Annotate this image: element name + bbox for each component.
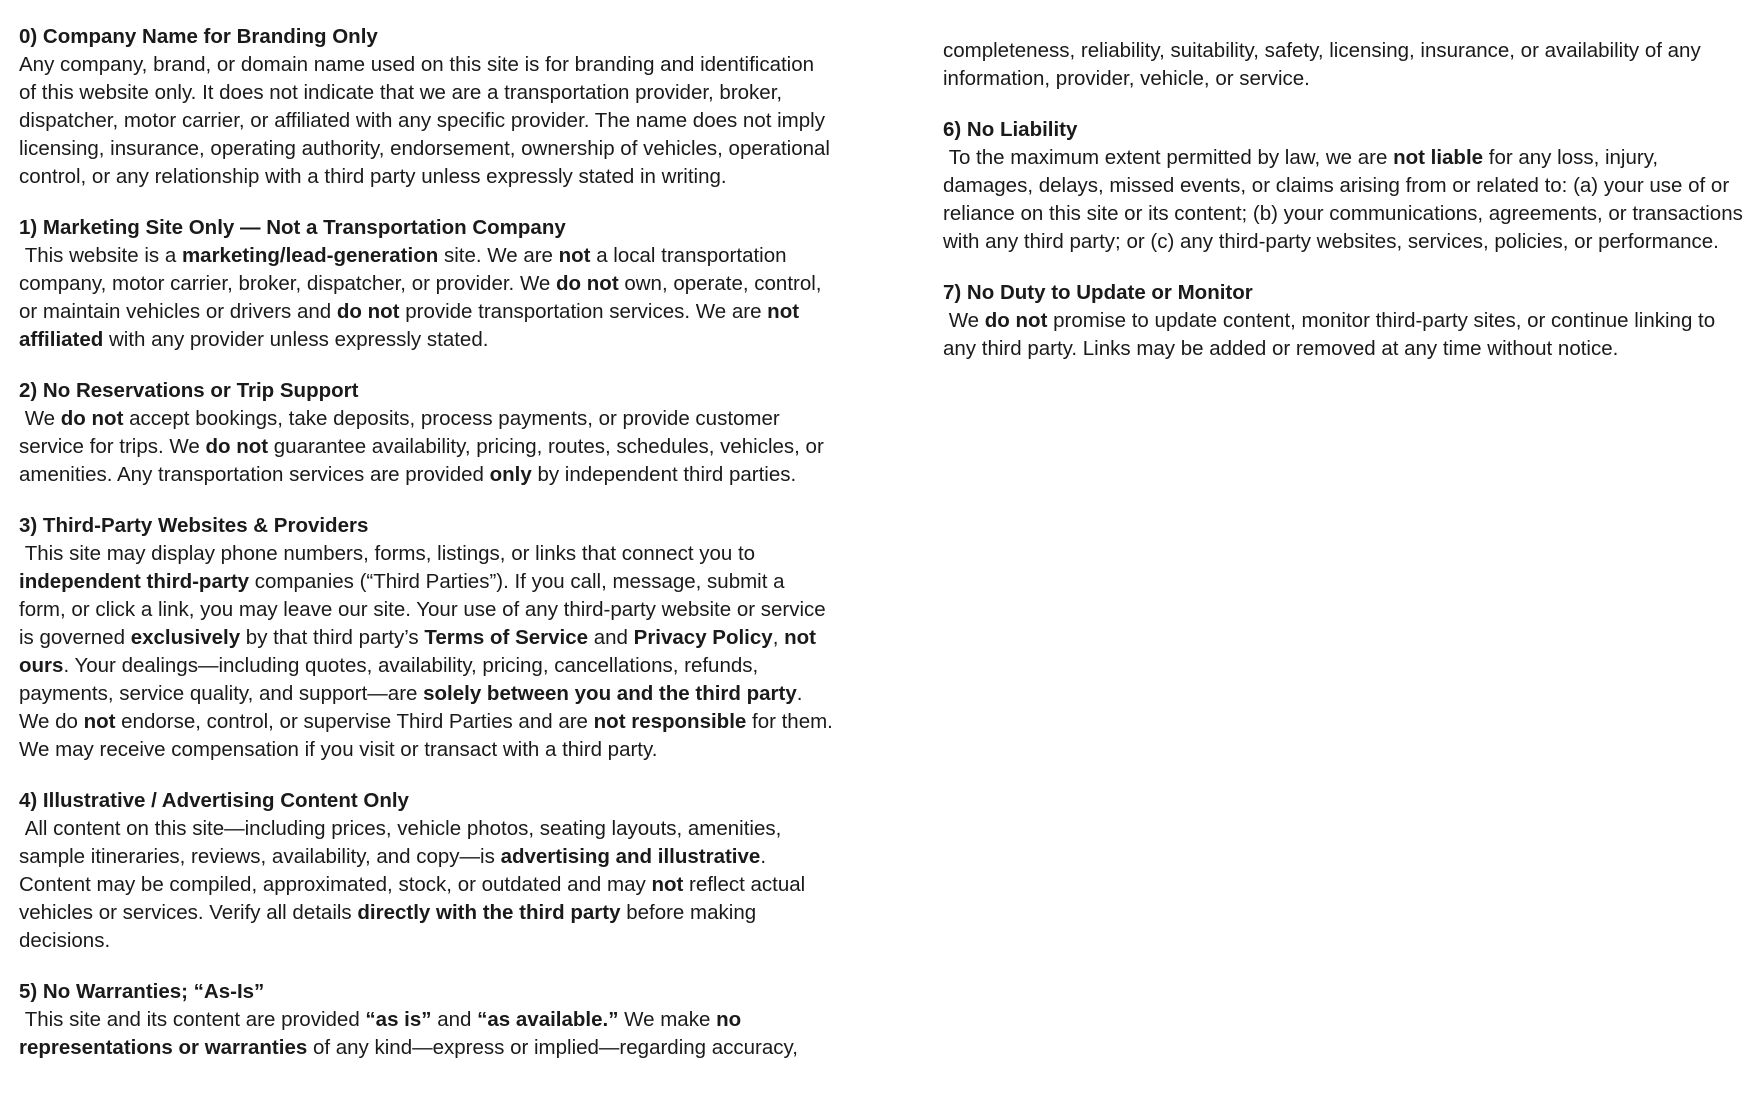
section-heading: 6) No Liability xyxy=(943,118,1078,141)
section-heading: 0) Company Name for Branding Only xyxy=(19,25,378,48)
emphasis-text: exclusively xyxy=(130,626,241,649)
emphasis-text: “as is” xyxy=(365,1008,432,1031)
section-heading: 1) Marketing Site Only — Not a Transportation Company xyxy=(19,216,566,239)
legal-section: 1) Marketing Site Only — Not a Transportation Company This website is a marketing/lead-generation site. We are not a local transportation company, motor carrier, broker, dispatcher, or provider. We do not own, operate, control, or maintain vehicles or drivers and do not provide transportation services. We are not affiliated with any provider unless expressly stated. xyxy=(19,216,828,351)
emphasis-text: only xyxy=(489,463,532,486)
emphasis-text: no representations or warranties xyxy=(19,1008,747,1059)
emphasis-text: not xyxy=(651,873,684,896)
emphasis-text: not liable xyxy=(1393,146,1484,169)
legal-section-continued: completeness, reliability, suitability, safety, licensing, insurance, or availability of any information, provider, vehicle, or service. xyxy=(943,39,1707,90)
text-column-left xyxy=(19,23,839,1085)
legal-section: 3) Third-Party Websites & Providers This site may display phone numbers, forms, listings, or links that connect you to independent third-party companies (“Third Parties”). If you call, message, submit a form, or click a link, you may leave our site. Your use of any third-party website or service is governed exclusively by that third party’s Terms of Service and Privacy Policy, not ours. Your dealings—including quotes, availability, pricing, cancellations, refunds, payments, service quality, and support—are solely between you and the third party. We do not endorse, control, or supervise Third Parties and are not responsible for them. We may receive compensation if you visit or transact with a third party. xyxy=(19,514,839,761)
section-heading: 3) Third-Party Websites & Providers xyxy=(19,514,369,537)
legal-section: 0) Company Name for Branding Only Any company, brand, or domain name used on this site is for branding and identification of this website only. It does not indicate that we are a transportation provider, broker, dispatcher, motor carrier, or affiliated with any specific provider. The name does not imply licensing, insurance, operating authority, endorsement, ownership of vehicles, operational control, or any relationship with a third party unless expressly stated in writing. xyxy=(19,25,836,188)
emphasis-text: do not xyxy=(984,309,1048,332)
emphasis-text: not xyxy=(83,710,116,733)
legal-section: 5) No Warranties; “As-Is” This site and its content are provided “as is” and “as available.” We make no representations or warranties of any kind—express or implied—regarding accuracy, xyxy=(19,980,798,1059)
emphasis-text: marketing/lead-generation xyxy=(181,244,439,267)
emphasis-text: not affiliated xyxy=(19,300,805,351)
emphasis-text: “as available.” xyxy=(477,1008,619,1031)
emphasis-text: not responsible xyxy=(593,710,747,733)
emphasis-text: solely between you and the third party xyxy=(423,682,797,705)
emphasis-text: Terms of Service xyxy=(424,626,589,649)
emphasis-text: do not xyxy=(556,272,619,295)
section-heading: 4) Illustrative / Advertising Content Only xyxy=(19,789,409,812)
emphasis-text: do not xyxy=(336,300,400,323)
text-column-right xyxy=(943,37,1749,386)
emphasis-text: directly with the third party xyxy=(357,901,621,924)
emphasis-text: do not xyxy=(205,435,269,458)
emphasis-text: not ours xyxy=(19,626,822,677)
section-heading: 2) No Reservations or Trip Support xyxy=(19,379,359,402)
emphasis-text: not xyxy=(558,244,591,267)
emphasis-text: Privacy Policy xyxy=(633,626,773,649)
emphasis-text: advertising and illustrative xyxy=(500,845,761,868)
section-heading: 5) No Warranties; “As-Is” xyxy=(19,980,265,1003)
legal-section: 2) No Reservations or Trip Support We do not accept bookings, take deposits, process payments, or provide customer service for trips. We do not guarantee availability, pricing, routes, schedules, vehicles, or amenities. Any transportation services are provided only by independent third parties. xyxy=(19,379,830,486)
emphasis-text: independent third-party xyxy=(19,570,250,593)
legal-section: 6) No Liability To the maximum extent permitted by law, we are not liable for any loss, injury, damages, delays, missed events, or claims arising from or related to: (a) your use of or reliance on this site or its content; (b) your communications, agreements, or transactions with any third party; or (c) any third-party websites, services, policies, or performance. xyxy=(943,118,1749,253)
emphasis-text: do not xyxy=(60,407,124,430)
legal-section: 4) Illustrative / Advertising Content Only All content on this site—including prices, vehicle photos, seating layouts, amenities, sample itineraries, reviews, availability, and copy—is advertising and illustrative. Content may be compiled, approximated, stock, or outdated and may not reflect actual vehicles or services. Verify all details directly with the third party before making decisions. xyxy=(19,789,811,952)
legal-section: 7) No Duty to Update or Monitor We do not promise to update content, monitor third-party sites, or continue linking to any third party. Links may be added or removed at any time without notice. xyxy=(943,281,1721,360)
section-heading: 7) No Duty to Update or Monitor xyxy=(943,281,1253,304)
